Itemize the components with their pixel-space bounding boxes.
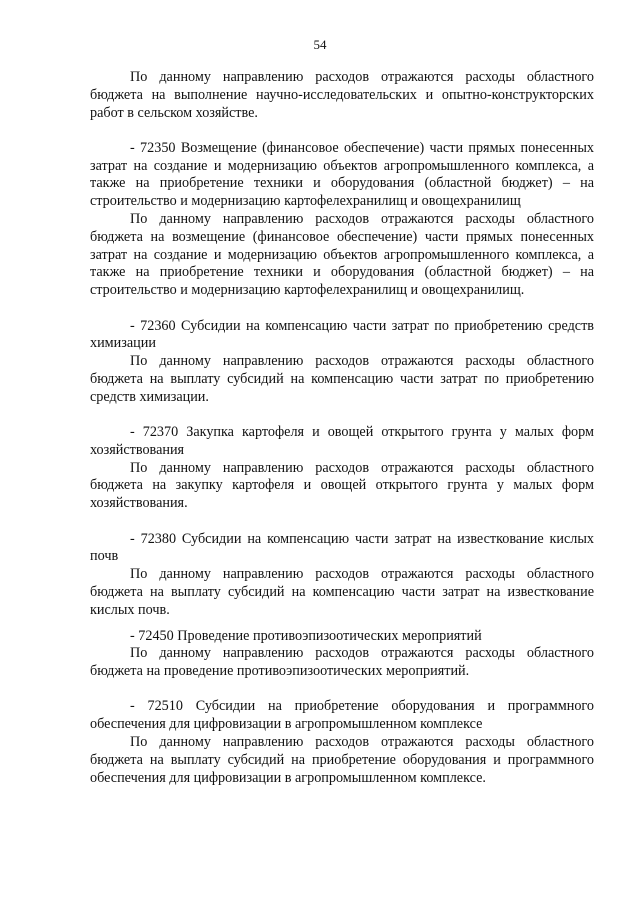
paragraph: По данному направлению расходов отражаются расходы областного бюджета на закупку картофеля и овощей открытого грунта у малых форм хозяйствования. [90, 459, 594, 512]
section-heading: - 72450 Проведение противоэпизоотических мероприятий [130, 627, 482, 644]
section-heading: - 72350 Возмещение (финансовое обеспечение) части прямых понесенных затрат на создание и модернизацию объектов агропромышленного комплекса, а также на приобретение техники и оборудования (областной бюджет) – на строительство и модернизацию картофелехранилищ и овощехранилищ [90, 139, 594, 210]
section-research [90, 69, 594, 122]
page-number: 54 [313, 37, 327, 52]
paragraph: По данному направлению расходов отражаются расходы областного бюджета на выполнение научно-исследовательских и опытно-конструкторских работ в сельском хозяйстве. [90, 69, 594, 121]
paragraph: По данному направлению расходов отражаются расходы областного бюджета на выплату субсидий на компенсацию части затрат по приобретению средств химизации. [90, 353, 594, 405]
section-72510 [90, 698, 594, 787]
section-heading: - 72510 Субсидии на приобретение оборудования и программного обеспечения для цифровизации в агропромышленном комплексе [90, 698, 594, 733]
section-72360 [90, 318, 594, 407]
section-heading: - 72360 Субсидии на компенсацию части затрат по приобретению средств химизации [90, 317, 594, 352]
section-72350 [90, 140, 594, 300]
section-heading: - 72380 Субсидии на компенсацию части затрат на известкование кислых почв [90, 530, 594, 565]
paragraph: По данному направлению расходов отражаются расходы областного бюджета на проведение противоэпизоотических мероприятий. [90, 645, 594, 680]
paragraph: По данному направлению расходов отражаются расходы областного бюджета на возмещение (финансовое обеспечение) части прямых понесенных затрат на создание и модернизацию объектов агропромышленного комплекса, а также на приобретение техники и оборудования (областной бюджет) – на строительство и модернизацию картофелехранилищ и овощехранилищ. [90, 211, 594, 299]
section-72450 [90, 628, 594, 681]
section-heading: - 72370 Закупка картофеля и овощей открытого грунта у малых форм хозяйствования [90, 424, 594, 458]
paragraph: По данному направлению расходов отражаются расходы областного бюджета на выплату субсидий на компенсацию части затрат на известкование кислых почв. [90, 566, 594, 618]
section-72370 [90, 424, 594, 513]
paragraph: По данному направлению расходов отражаются расходы областного бюджета на выплату субсидий на приобретение оборудования и программного обеспечения для цифровизации в агропромышленном комплексе. [90, 734, 594, 786]
document-body [90, 69, 594, 787]
section-72380 [90, 531, 594, 620]
